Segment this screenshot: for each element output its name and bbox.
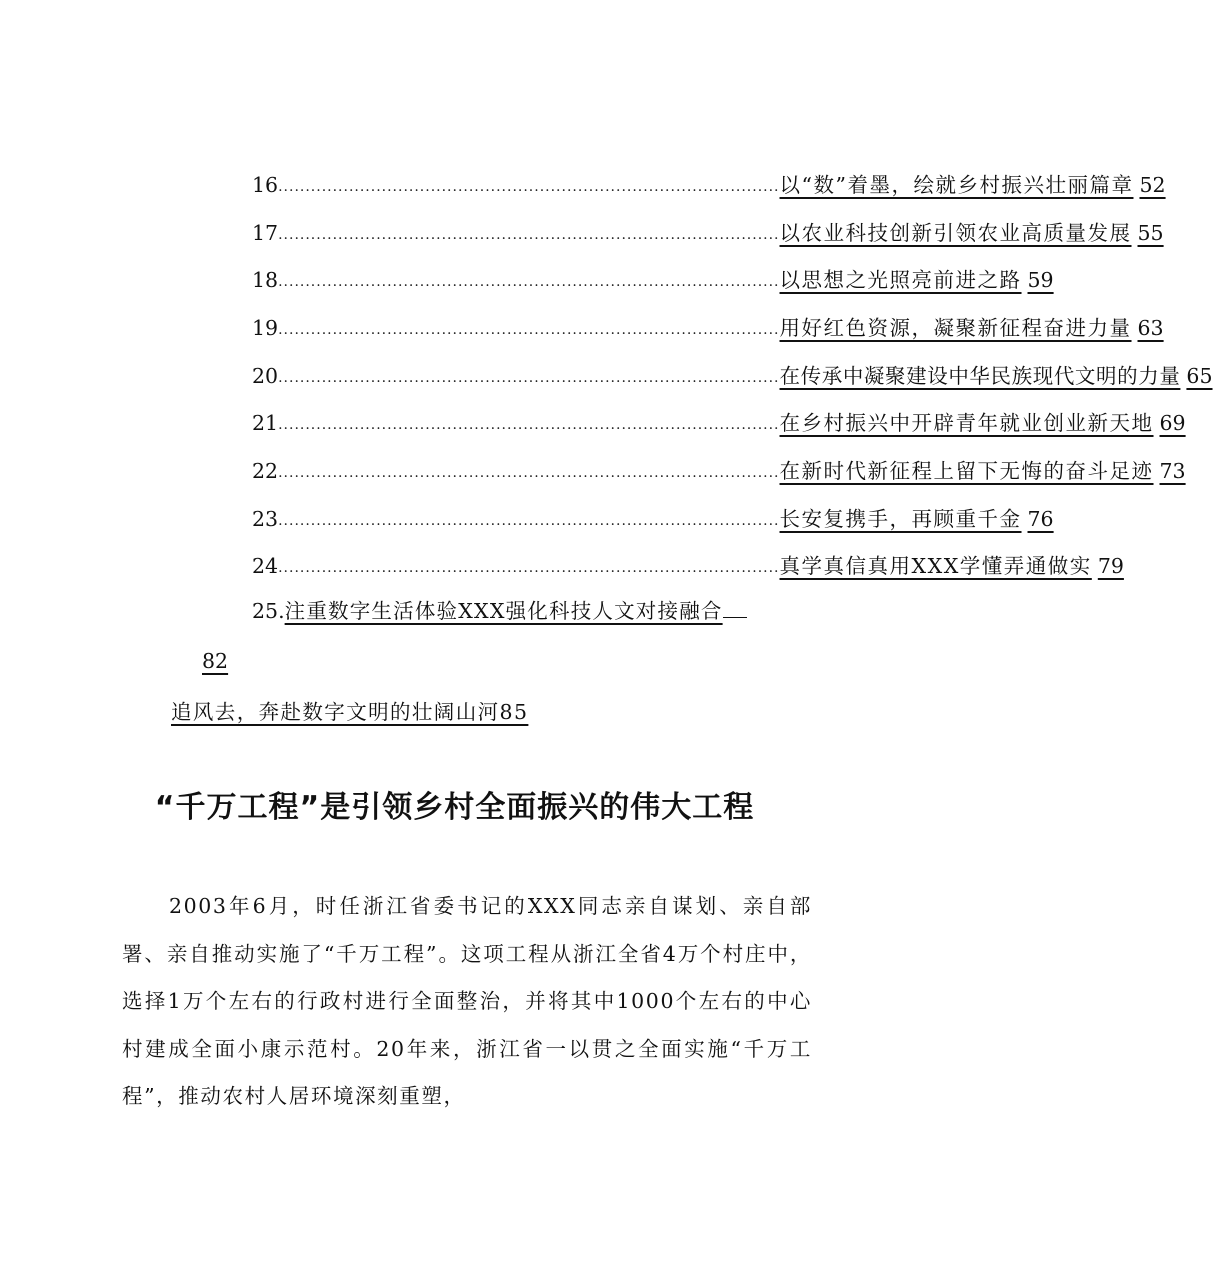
toc-entry-19[interactable] [252,311,1164,341]
toc-entry-20[interactable] [252,359,1213,389]
toc-entry-page[interactable]: 59 [1027,268,1054,292]
toc-entry-title[interactable]: 在新时代新征程上留下无悔的奋斗足迹 [779,459,1154,483]
toc-underline-fill [723,599,747,618]
toc-dot-leader: ............................................................................................ [278,465,780,481]
toc-entry-17[interactable] [252,216,1164,246]
toc-entry-title[interactable]: 用好红色资源，凝聚新征程奋进力量 [779,316,1132,340]
toc-entry-number: 16 [252,173,279,197]
toc-dot-leader: . [278,599,285,623]
toc-entry-page[interactable]: 85 [499,700,529,724]
toc-entry-extra[interactable] [171,695,528,725]
toc-dot-leader: ............................................................................................ [278,179,780,195]
toc-entry-page[interactable]: 82 [202,649,229,673]
toc-entry-page[interactable]: 63 [1137,316,1164,340]
toc-entry-number: 21 [252,411,279,435]
toc-entry-21[interactable] [252,406,1186,436]
toc-entry-16[interactable] [252,168,1166,198]
toc-entry-page[interactable]: 55 [1137,221,1164,245]
toc-entry-number: 25 [252,599,279,623]
toc-entry-page[interactable]: 76 [1027,507,1054,531]
toc-dot-leader: ............................................................................................ [278,417,780,433]
toc-entry-title[interactable]: 真学真信真用XXX学懂弄通做实 [779,554,1092,578]
toc-entry-number: 23 [252,507,279,531]
toc-entry-number: 24 [252,554,279,578]
toc-entry-number: 17 [252,221,279,245]
toc-entry-page[interactable]: 52 [1139,173,1166,197]
toc-dot-leader: ............................................................................................ [278,370,780,386]
toc-entry-title[interactable]: 追风去，奔赴数字文明的壮阔山河 [171,700,500,724]
article-title: “千万工程”是引领乡村全面振兴的伟大工程 [154,790,755,825]
toc-entry-page[interactable]: 69 [1159,411,1186,435]
toc-entry-18[interactable] [252,263,1054,293]
toc-entry-number: 18 [252,268,279,292]
toc-entry-title[interactable]: 注重数字生活体验XXX强化科技人文对接融合 [284,599,723,623]
toc-entry-22[interactable] [252,454,1186,484]
toc-entry-title[interactable]: 以思想之光照亮前进之路 [779,268,1022,292]
toc-dot-leader: ............................................................................................ [278,274,780,290]
toc-entry-23[interactable] [252,502,1054,532]
toc-entry-number: 22 [252,459,279,483]
toc-entry-24[interactable] [252,549,1124,579]
toc-entry-number: 19 [252,316,279,340]
toc-dot-leader: ............................................................................................ [278,227,780,243]
toc-entry-page[interactable]: 65 [1186,364,1213,388]
toc-dot-leader: ............................................................................................ [278,560,780,576]
article-paragraph: 2003年6月，时任浙江省委书记的XXX同志亲自谋划、亲自部署、亲自推动实施了“千万工程”。这项工程从浙江全省4万个村庄中，选择1万个左右的行政村进行全面整治，并将其中1000个左右的中心村建成全面小康示范村。20年来，浙江省一以贯之全面实施“千万工程”，推动农村人居环境深刻重塑， [122,894,812,1108]
toc-entry-25[interactable] [252,598,747,624]
toc-dot-leader: ............................................................................................ [278,322,780,338]
toc-entry-title[interactable]: 以“数”着墨，绘就乡村振兴壮丽篇章 [779,173,1134,197]
toc-entry-title[interactable]: 长安复携手，再顾重千金 [779,507,1022,531]
toc-entry-title[interactable]: 在乡村振兴中开辟青年就业创业新天地 [779,411,1154,435]
toc-entry-title[interactable]: 在传承中凝聚建设中华民族现代文明的力量 [779,364,1181,388]
toc-entry-page[interactable]: 73 [1159,459,1186,483]
toc-entry-number: 20 [252,364,279,388]
toc-entry-page[interactable]: 79 [1097,554,1124,578]
toc-dot-leader: ............................................................................................ [278,513,780,529]
toc-entry-title[interactable]: 以农业科技创新引领农业高质量发展 [779,221,1132,245]
